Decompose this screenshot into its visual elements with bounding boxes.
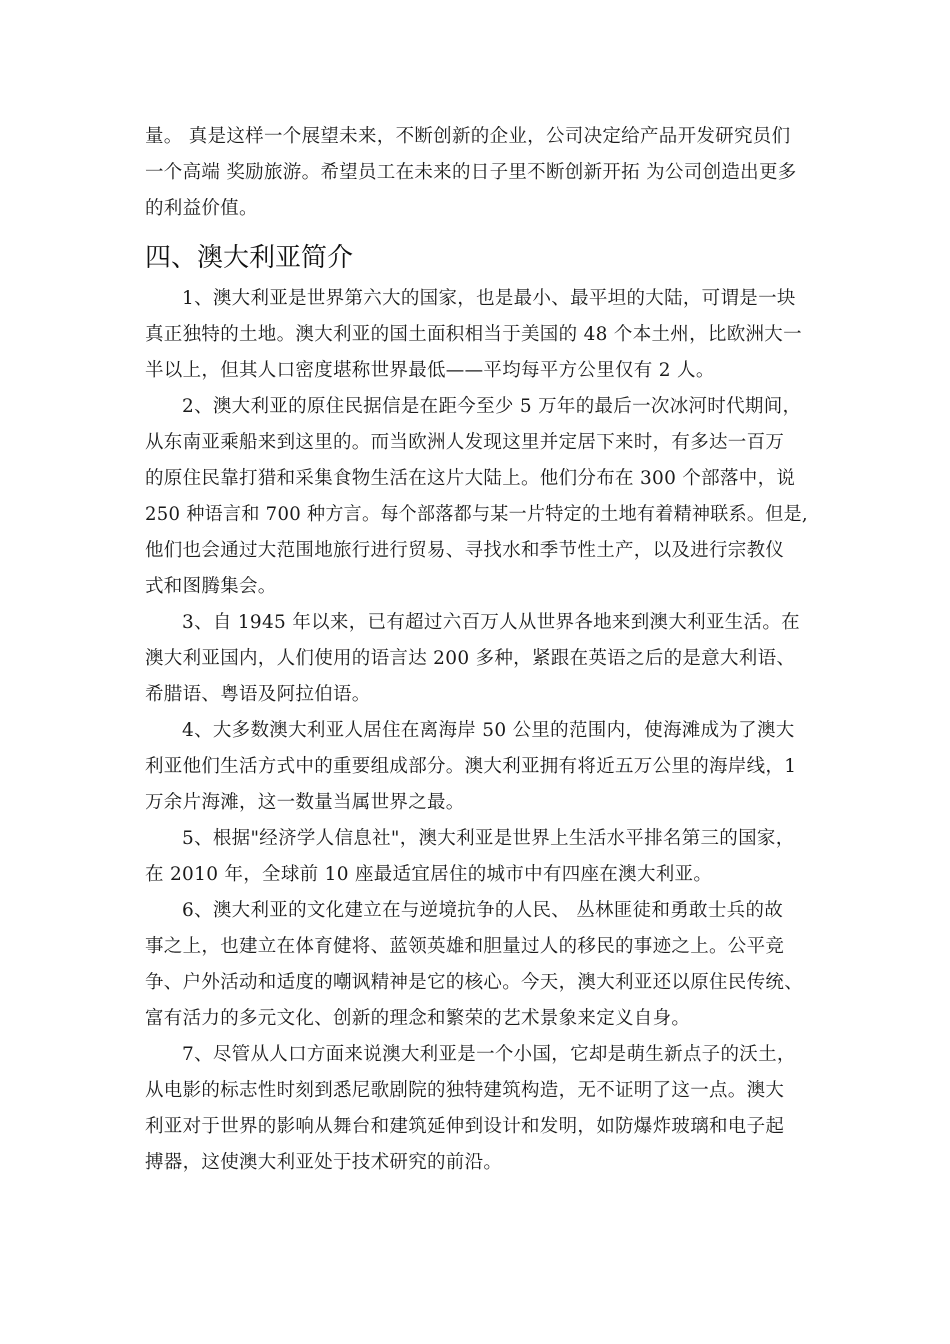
paragraph-line: 从东南亚乘船来到这里的。而当欧洲人发现这里并定居下来时，有多达一百万 xyxy=(145,432,785,453)
paragraph-line: 1、澳大利亚是世界第六大的国家，也是最小、最平坦的大陆，可谓是一块 xyxy=(182,288,796,309)
intro-line: 的利益价值。 xyxy=(145,198,258,219)
paragraph-line: 从电影的标志性时刻到悉尼歌剧院的独特建筑构造，无不证明了这一点。澳大 xyxy=(145,1080,785,1101)
intro-line: 量。 真是这样一个展望未来，不断创新的企业，公司决定给产品开发研究员们 xyxy=(145,126,791,147)
paragraph-line: 4、大多数澳大利亚人居住在离海岸 50 公里的范围内，使海滩成为了澳大 xyxy=(182,720,795,741)
paragraph-line: 事之上，也建立在体育健将、蓝领英雄和胆量过人的移民的事迹之上。公平竞 xyxy=(145,936,785,957)
paragraph-line: 富有活力的多元文化、创新的理念和繁荣的艺术景象来定义自身。 xyxy=(145,1008,691,1029)
section-title: 四、澳大利亚简介 xyxy=(145,243,354,273)
paragraph-line: 利亚他们生活方式中的重要组成部分。澳大利亚拥有将近五万公里的海岸线，1 xyxy=(145,756,797,777)
intro-line: 一个高端 奖励旅游。希望员工在未来的日子里不断创新开拓 为公司创造出更多 xyxy=(145,162,797,183)
paragraph-line: 250 种语言和 700 种方言。每个部落都与某一片特定的土地有着精神联系。但是, xyxy=(145,504,808,525)
paragraph-line: 3、自 1945 年以来，已有超过六百万人从世界各地来到澳大利亚生活。在 xyxy=(182,612,800,633)
paragraph-line: 式和图腾集会。 xyxy=(145,576,277,597)
paragraph-line: 半以上，但其人口密度堪称世界最低——平均每平方公里仅有 2 人。 xyxy=(145,360,715,381)
paragraph-line: 希腊语、粤语及阿拉伯语。 xyxy=(145,684,371,705)
paragraph-line: 他们也会通过大范围地旅行进行贸易、寻找水和季节性土产，以及进行宗教仪 xyxy=(145,540,785,561)
paragraph-line: 利亚对于世界的影响从舞台和建筑延伸到设计和发明，如防爆炸玻璃和电子起 xyxy=(145,1116,785,1137)
paragraph-line: 争、户外活动和适度的嘲讽精神是它的核心。今天，澳大利亚还以原住民传统、 xyxy=(145,972,804,993)
paragraph-line: 万余片海滩，这一数量当属世界之最。 xyxy=(145,792,465,813)
paragraph-line: 搏器，这使澳大利亚处于技术研究的前沿。 xyxy=(145,1152,503,1173)
paragraph-line: 的原住民靠打猎和采集食物生活在这片大陆上。他们分布在 300 个部落中，说 xyxy=(145,468,796,489)
paragraph-line: 7、尽管从人口方面来说澳大利亚是一个小国，它却是萌生新点子的沃土， xyxy=(182,1044,796,1065)
paragraph-line: 2、澳大利亚的原住民据信是在距今至少 5 万年的最后一次冰河时代期间， xyxy=(182,396,802,417)
paragraph-line: 真正独特的土地。澳大利亚的国土面积相当于美国的 48 个本土州，比欧洲大一 xyxy=(145,324,802,345)
paragraph-line: 5、根据"经济学人信息社"，澳大利亚是世界上生活水平排名第三的国家， xyxy=(182,828,795,849)
paragraph-line: 在 2010 年，全球前 10 座最适宜居住的城市中有四座在澳大利亚。 xyxy=(145,864,713,885)
paragraph-line: 澳大利亚国内，人们使用的语言达 200 多种，紧跟在英语之后的是意大利语、 xyxy=(145,648,796,669)
paragraph-line: 6、澳大利亚的文化建立在与逆境抗争的人民、 丛林匪徒和勇敢士兵的故 xyxy=(182,900,784,921)
